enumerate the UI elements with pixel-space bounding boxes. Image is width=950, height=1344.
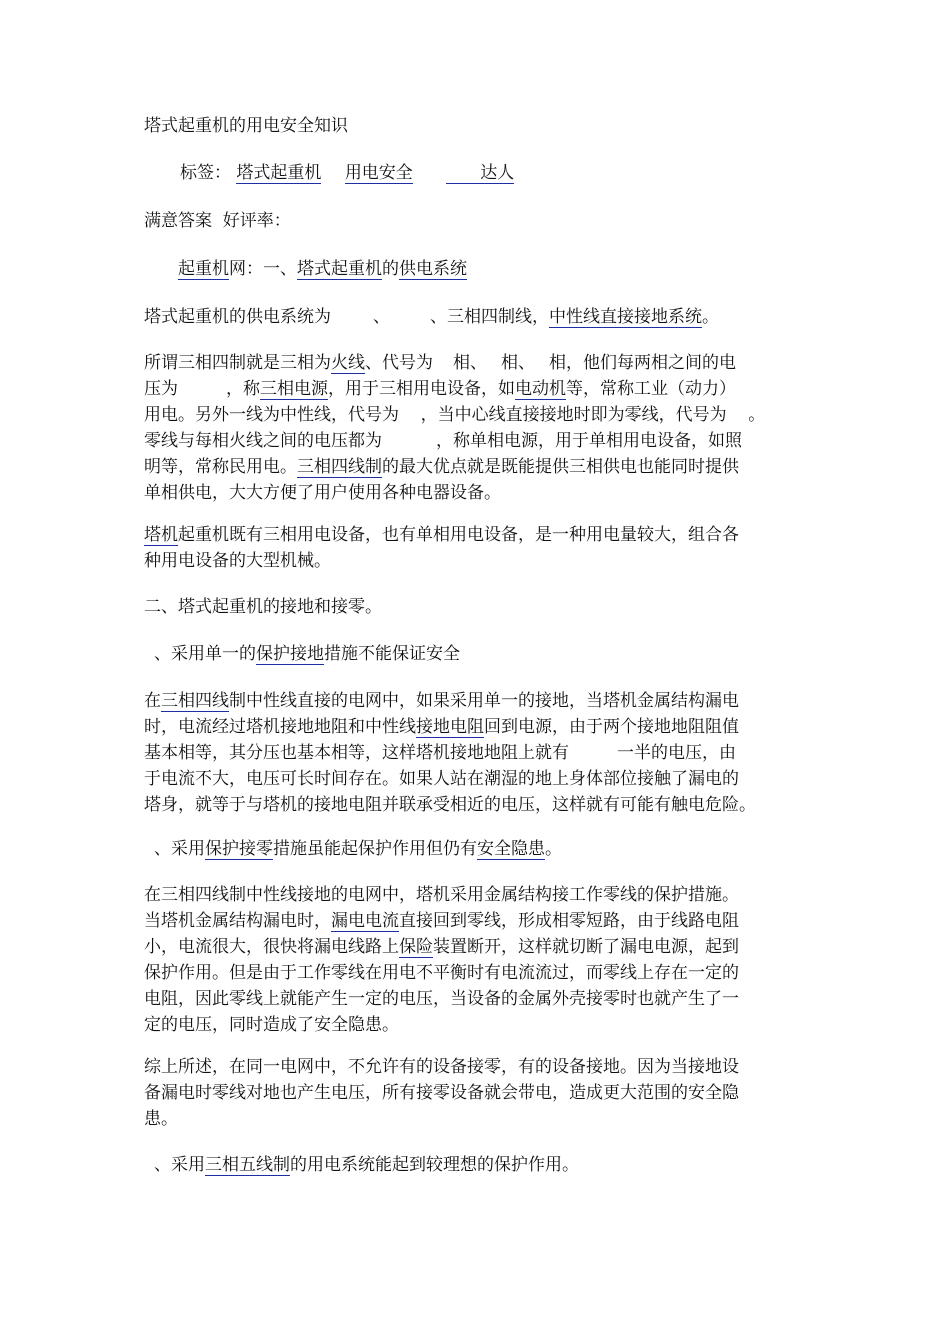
link-tower-crane[interactable]: 塔式起重机 [297,259,382,279]
link-motor[interactable]: 电动机 [515,379,566,399]
tag-link-tower-crane[interactable]: 塔式起重机 [236,163,322,183]
subheading-2: 、采用保护接零措施虽能起保护作用但仍有安全隐患。 [154,839,562,859]
link-safety-hazard[interactable]: 安全隐患 [477,839,545,859]
link-tower-machine[interactable]: 塔机 [144,525,178,545]
paragraph-1: 塔式起重机的供电系统为 、 、三相四制线，中性线直接接地系统。 [144,307,719,327]
subheading-3: 、采用三相五线制的用电系统能起到较理想的保护作用。 [154,1155,579,1175]
intro-line: 起重机网：一、塔式起重机的供电系统 [178,259,467,279]
tags-line: 标签： 塔式起重机 用电安全 达人 [180,163,515,183]
link-three-phase-four-wire[interactable]: 三相四线制 [297,457,382,477]
link-fuse[interactable]: 保险 [399,937,433,957]
paragraph-5: 在三相四线制中性线接地的电网中，塔机采用金属结构接工作零线的保护措施。 当塔机金属结构漏电时，漏电电流直接回到零线，形成相零短路，由于线路电阻 小，电流很大，很快将漏电线路上保险装置断开，这样就切断了漏电电源，起到 保护作用。但是由于工作零线在用电不平衡时有电流流过，而零线上存在一定的 电阻，因此零线上就能产生一定的电压，当设备的金属外壳接零时也就产生了一 定的电压，同时造成了安全隐患。 [144,885,739,1035]
link-neutral-grounding[interactable]: 中性线直接接地系统 [549,307,702,327]
paragraph-2: 所谓三相四制就是三相为火线、代号为 相、 相、 相，他们每两相之间的电 压为 ，称三相电源，用于三相用电设备，如电动机等，常称工业（动力） 用电。另外一线为中性线，代号为 ，当中心线直接接地时即为零线，代号为 。 零线与每相火线之间的电压都为 ，称单相电源，用于单相用电设备，如照 明等，常称民用电。三相四线制的最大优点就是既能提供三相供电也能同时提供 单相供电，大大方便了用户使用各种电器设备。 [144,353,766,503]
link-live-wire[interactable]: 火线 [331,353,365,373]
paragraph-4: 在三相四线制中性线直接的电网中，如果采用单一的接地，当塔机金属结构漏电 时，电流经过塔机接地地阻和中性线接地电阻回到电源，由于两个接地地阻阻值 基本相等，其分压也基本相等，这样塔机接地地阻上就有 一半的电压，由 于电流不大，电压可长时间存在。如果人站在潮湿的地上身体部位接触了漏电的 塔身，就等于与塔机的接地电阻并联承受相近的电压，这样就有可能有触电危险。 [144,691,756,815]
link-three-phase-four-wire-2[interactable]: 三相四线 [161,691,229,711]
paragraph-3: 塔机起重机既有三相用电设备，也有单相用电设备，是一种用电量较大，组合各 种用电设备的大型机械。 [144,525,739,571]
doc-title: 塔式起重机的用电安全知识 [144,116,348,136]
tag-link-expert[interactable]: 达人 [446,163,514,184]
link-protective-grounding[interactable]: 保护接地 [256,644,324,664]
link-crane[interactable]: 起重机 [178,259,229,279]
link-power-supply-system[interactable]: 供电系统 [399,259,467,279]
link-three-phase-five-wire[interactable]: 三相五线制 [205,1155,290,1175]
section-heading-2: 二、塔式起重机的接地和接零。 [144,597,382,617]
paragraph-6: 综上所述，在同一电网中，不允许有的设备接零，有的设备接地。因为当接地设 备漏电时零线对地也产生电压，所有接零设备就会带电，造成更大范围的安全隐 患。 [144,1057,739,1129]
link-grounding-resistance[interactable]: 接地电阻 [416,717,484,737]
link-three-phase-power[interactable]: 三相电源 [260,379,328,399]
tag-link-electric-safety[interactable]: 用电安全 [344,163,413,183]
subheading-1: 、采用单一的保护接地措施不能保证安全 [154,644,460,664]
link-leakage-current[interactable]: 漏电电流 [331,911,399,931]
answer-line: 满意答案 好评率： [144,211,291,231]
link-protective-neutral[interactable]: 保护接零 [205,839,273,859]
